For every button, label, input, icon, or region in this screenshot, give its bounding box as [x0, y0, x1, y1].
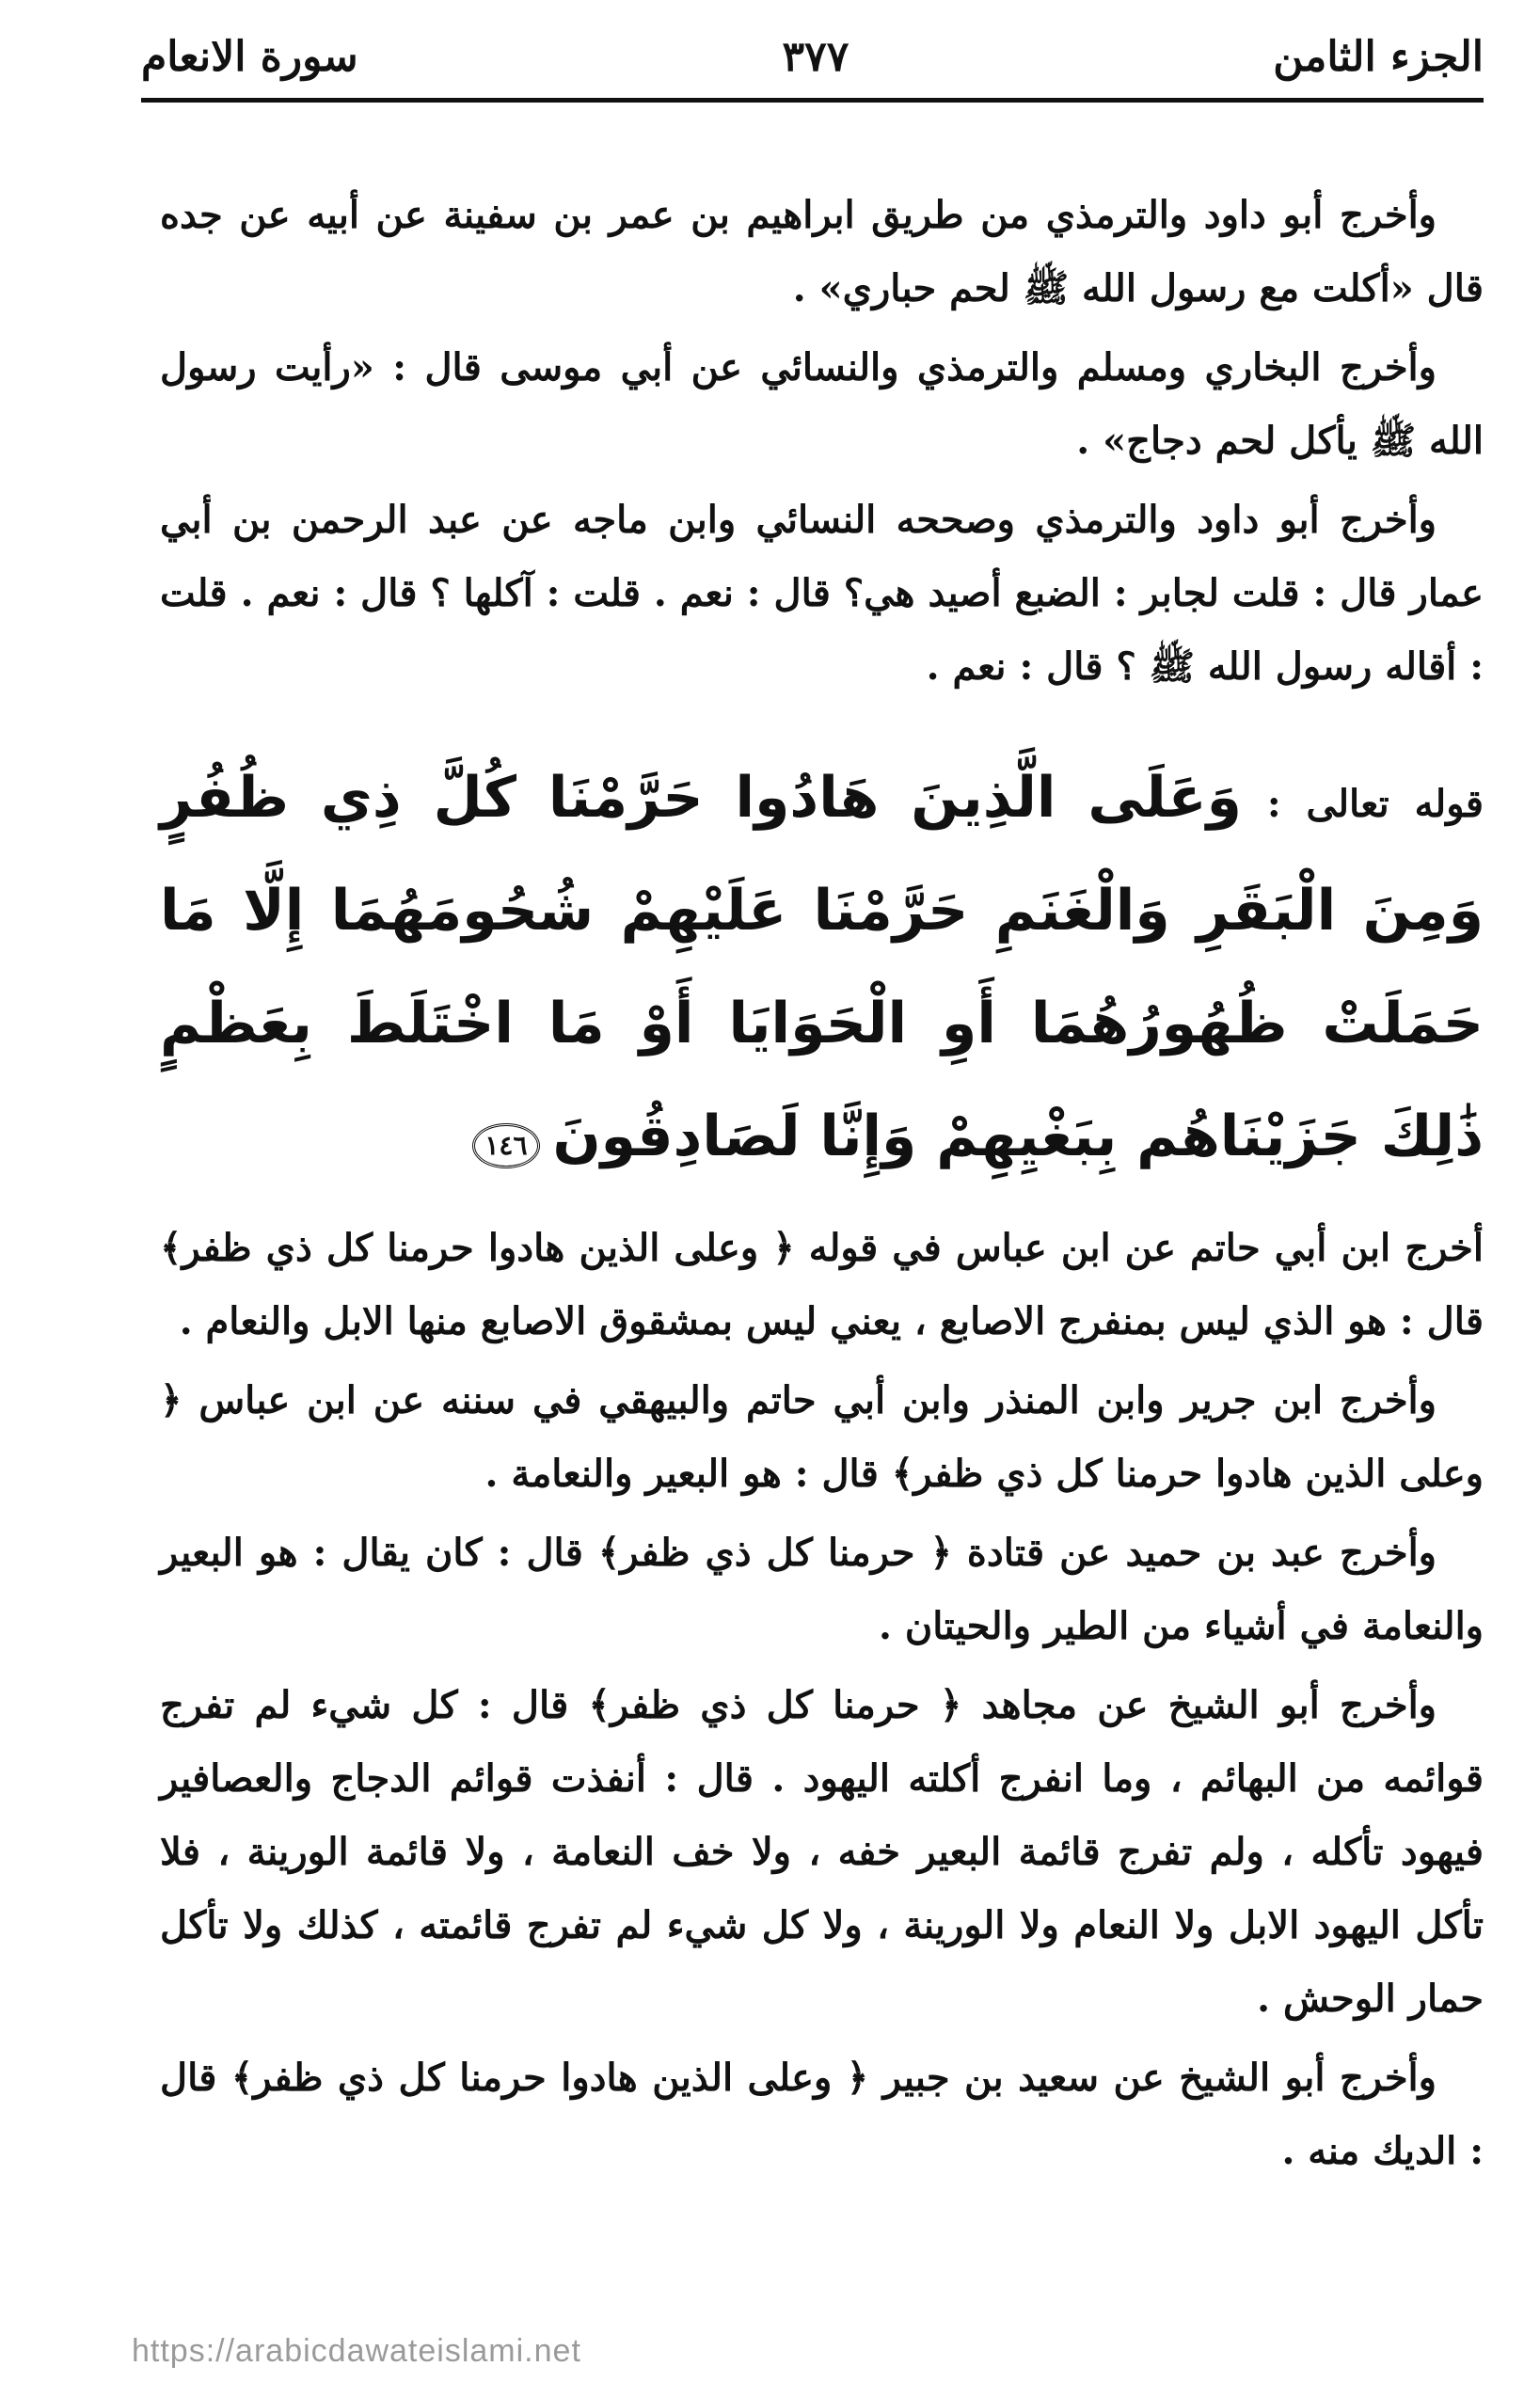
- verse-number: ١٤٦: [472, 1123, 539, 1168]
- verse-intro: قوله تعالى :: [1266, 782, 1484, 826]
- commentary-paragraph: وأخرج عبد بن حميد عن قتادة ﴿ حرمنا كل ذي ظفر﴾ قال : كان يقال : هو البعير والنعامة في أشياء من الطير والحيتان .: [160, 1531, 1484, 1648]
- verse-text: وَعَلَى الَّذِينَ هَادُوا حَرَّمْنَا كُلَّ ذِي ظُفُرٍ وَمِنَ الْبَقَرِ وَالْغَنَمِ حَرَّمْنَا عَلَيْهِمْ شُحُومَهُمَا إِلَّا مَا حَمَلَتْ ظُهُورُهُمَا أَوِ الْحَوَايَا أَوْ مَا اخْتَلَطَ بِعَظْمٍ ذَٰلِكَ جَزَيْنَاهُم بِبَغْيِهِمْ وَإِنَّا لَصَادِقُونَ: [160, 765, 1484, 1169]
- quran-verse-block: [160, 741, 1484, 1193]
- page-number: ٣٧٧: [782, 32, 849, 81]
- surah-title: سورة الانعام: [141, 32, 358, 81]
- hadith-paragraph: وأخرج أبو داود والترمذي وصححه النسائي وابن ماجه عن عبد الرحمن بن أبي عمار قال : قلت لجابر : الضبع أصيد هي؟ قال : نعم . قلت : آكلها ؟ قال : نعم . قلت : أقاله رسول الله ﷺ ؟ قال : نعم .: [160, 498, 1484, 689]
- main-text: [160, 179, 1484, 2194]
- page-header: [141, 19, 1484, 94]
- header-divider: [141, 98, 1484, 103]
- part-title: الجزء الثامن: [1273, 32, 1484, 81]
- commentary-paragraph: أخرج ابن أبي حاتم عن ابن عباس في قوله ﴿ وعلى الذين هادوا حرمنا كل ذي ظفر﴾ قال : هو الذي ليس بمنفرج الاصابع ، يعني ليس بمشقوق الاصابع منها الابل والنعام .: [160, 1226, 1484, 1343]
- source-url: https://arabicdawateislami.net: [132, 2333, 581, 2369]
- commentary-paragraph: وأخرج أبو الشيخ عن سعيد بن جبير ﴿ وعلى الذين هادوا حرمنا كل ذي ظفر﴾ قال : الديك منه .: [160, 2056, 1484, 2173]
- commentary-paragraph: وأخرج ابن جرير وابن المنذر وابن أبي حاتم والبيهقي في سننه عن ابن عباس ﴿ وعلى الذين هادوا حرمنا كل ذي ظفر﴾ قال : هو البعير والنعامة .: [160, 1378, 1484, 1496]
- hadith-paragraph: وأخرج أبو داود والترمذي من طريق ابراهيم بن عمر بن سفينة عن أبيه عن جده قال «أكلت مع رسول الله ﷺ لحم حباري» .: [160, 193, 1484, 310]
- commentary-paragraph: وأخرج أبو الشيخ عن مجاهد ﴿ حرمنا كل ذي ظفر﴾ قال : كل شيء لم تفرج قوائمه من البهائم ، وما انفرج أكلته اليهود . قال : أنفذت قوائم الدجاج والعصافير فيهود تأكله ، ولم تفرج قائمة البعير خفه ، ولا خف النعامة ، ولا قائمة الورينة ، فلا تأكل اليهود الابل ولا النعام ولا الورينة ، ولا كل شيء لم تفرج قائمته ، كذلك ولا تأكل حمار الوحش .: [160, 1683, 1484, 2021]
- hadith-paragraph: وأخرج البخاري ومسلم والترمذي والنسائي عن أبي موسى قال : «رأيت رسول الله ﷺ يأكل لحم دجاج» .: [160, 345, 1484, 463]
